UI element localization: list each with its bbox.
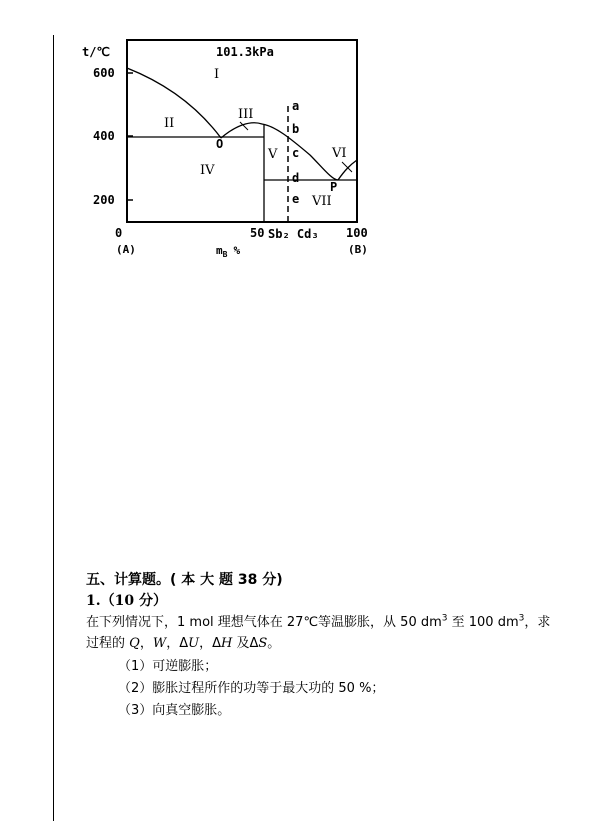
x-tick-0: 0 xyxy=(115,226,123,240)
question-item-2: （2）膨胀过程所作的功等于最大功的 50 %； xyxy=(118,681,385,696)
liquidus-middle xyxy=(221,123,338,180)
x-tick-100: 100 xyxy=(346,226,368,240)
question-title: 1.（10 分） xyxy=(86,593,167,609)
label-B: (B) xyxy=(348,243,368,256)
point-P: P xyxy=(330,180,338,194)
y-tick-600: 600 xyxy=(93,66,115,80)
point-a: a xyxy=(292,99,300,113)
point-d: d xyxy=(292,171,300,185)
question-text-line1: 在下列情况下，1 mol 理想气体在 27℃等温膨胀，从 50 $dm^3$ 至 100 $dm^3$，求 xyxy=(86,613,551,630)
page-margin-line xyxy=(53,35,54,821)
point-b: b xyxy=(292,122,300,136)
y-tick-200: 200 xyxy=(93,193,115,207)
section-title: 五、计算题。( 本 大 题 38 分) xyxy=(86,572,283,588)
x-tick-50: 50 xyxy=(250,226,265,240)
pressure-label: 101.3kPa xyxy=(216,45,274,59)
region-IV: IV xyxy=(200,163,215,178)
question-text-line2: 过程的 Q，W，ΔU，ΔH 及ΔS。 xyxy=(86,636,281,651)
liquidus-right xyxy=(338,160,357,180)
y-axis-label: t/℃ xyxy=(82,45,110,59)
compound-label: Sb₂ Cd₃ xyxy=(268,227,319,241)
point-e: e xyxy=(292,192,300,206)
region-II: II xyxy=(164,116,175,131)
point-O: O xyxy=(216,137,224,151)
region-I: I xyxy=(214,67,220,82)
question-item-3: （3）向真空膨胀。 xyxy=(118,703,231,718)
question-item-1: （1）可逆膨胀； xyxy=(118,659,218,674)
y-tick-400: 400 xyxy=(93,129,115,143)
region-V: V xyxy=(268,147,278,162)
phase-diagram xyxy=(80,30,380,270)
region-III: III xyxy=(238,107,254,122)
region-VI: VI xyxy=(332,146,347,161)
x-axis-label: $m_B$ % xyxy=(216,244,241,259)
region-VII: VII xyxy=(312,194,332,209)
label-A: (A) xyxy=(116,243,136,256)
point-c: c xyxy=(292,146,300,160)
